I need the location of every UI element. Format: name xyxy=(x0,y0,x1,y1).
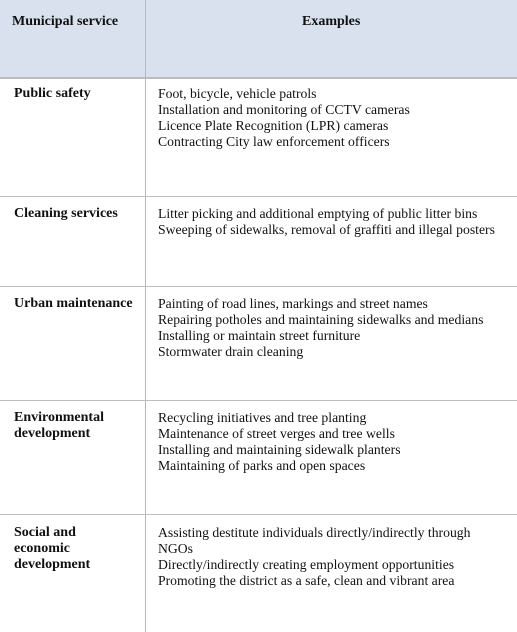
example-item: Directly/indirectly creating employment opportunities xyxy=(158,557,455,572)
row-divider xyxy=(0,400,517,401)
row-divider xyxy=(0,514,517,515)
header-municipal-service: Municipal service xyxy=(12,14,119,29)
example-item: Recycling initiatives and tree planting xyxy=(158,410,367,425)
example-item: Sweeping of sidewalks, removal of graffiti and illegal posters xyxy=(158,222,495,237)
row-divider xyxy=(0,286,517,287)
example-item: Litter picking and additional emptying of public litter bins xyxy=(158,206,478,221)
examples-social-economic-development xyxy=(158,525,508,589)
service-line: development xyxy=(14,557,91,572)
service-social-economic-development xyxy=(14,525,134,573)
examples-urban-maintenance xyxy=(158,296,508,360)
example-item: Promoting the district as a safe, clean and vibrant area xyxy=(158,573,455,588)
example-item: Foot, bicycle, vehicle patrols xyxy=(158,86,317,101)
header-examples: Examples xyxy=(302,14,361,29)
examples-cleaning-services xyxy=(158,206,508,238)
service-line: Social and xyxy=(14,525,76,540)
examples-public-safety xyxy=(158,86,508,150)
service-line: economic xyxy=(14,541,70,556)
example-item: Installing or maintain street furniture xyxy=(158,328,361,343)
service-environmental-development xyxy=(14,410,134,442)
example-item: Painting of road lines, markings and street names xyxy=(158,296,428,311)
service-urban-maintenance: Urban maintenance xyxy=(14,296,133,311)
example-item: Contracting City law enforcement officers xyxy=(158,134,390,149)
example-item: Stormwater drain cleaning xyxy=(158,344,304,359)
header-divider xyxy=(0,77,517,79)
example-item: Installation and monitoring of CCTV cameras xyxy=(158,102,410,117)
example-item: Maintenance of street verges and tree wells xyxy=(158,426,395,441)
examples-environmental-development xyxy=(158,410,508,474)
example-item: Maintaining of parks and open spaces xyxy=(158,458,366,473)
table-header xyxy=(0,0,517,77)
example-item: NGOs xyxy=(158,541,193,556)
service-line: Environmental xyxy=(14,410,104,425)
service-cleaning-services: Cleaning services xyxy=(14,206,118,221)
column-divider xyxy=(145,0,146,632)
service-public-safety: Public safety xyxy=(14,86,91,101)
example-item: Licence Plate Recognition (LPR) cameras xyxy=(158,118,389,133)
service-line: development xyxy=(14,426,91,441)
example-item: Repairing potholes and maintaining sidewalks and medians xyxy=(158,312,484,327)
row-divider xyxy=(0,196,517,197)
example-item: Installing and maintaining sidewalk planters xyxy=(158,442,401,457)
example-item: Assisting destitute individuals directly/indirectly through xyxy=(158,525,471,540)
